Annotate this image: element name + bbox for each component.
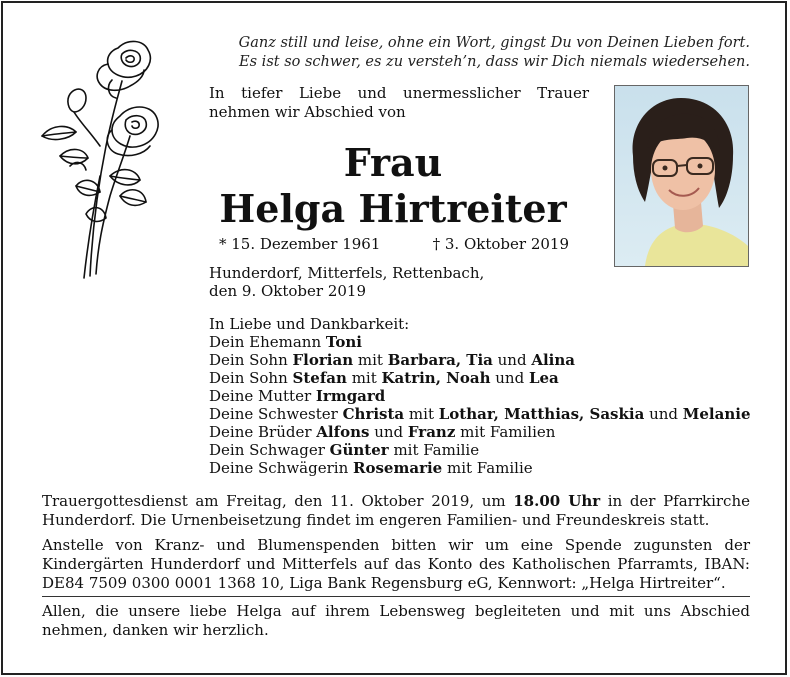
connector: mit Familien: [455, 423, 556, 441]
relative-name: Franz: [407, 423, 456, 441]
rose-icon: [40, 36, 164, 281]
relation: Deine Schwägerin: [209, 459, 354, 477]
service-time: 18.00 Uhr: [513, 492, 601, 510]
relation: Deine Schwester: [209, 405, 343, 423]
family-row: [209, 387, 769, 405]
connector: und: [492, 351, 532, 369]
birth-date: * 15. Dezember 1961: [219, 235, 381, 253]
poem-line-2: Es ist so schwer, es zu versteh’n, dass wir Dich niemals wiedersehen.: [239, 54, 750, 70]
relation: Dein Schwager: [209, 441, 330, 459]
relation: Deine Brüder: [209, 423, 317, 441]
relative-name: Lea: [528, 369, 559, 387]
family-row: [209, 351, 769, 369]
place-date: [209, 264, 589, 300]
connector: und: [644, 405, 683, 423]
divider: [42, 596, 750, 597]
family-row: [209, 423, 769, 441]
connector: mit: [353, 351, 388, 369]
connector: und: [369, 423, 408, 441]
title-salutation: Frau: [343, 140, 443, 185]
service-text-2: in der Pfarrkirche Hunderdorf. Die Urnenbeisetzung findet im engeren Familien- und Freundeskreis statt.: [42, 492, 750, 529]
connector: mit: [404, 405, 439, 423]
family-list: [209, 315, 769, 477]
intro-text: In tiefer Liebe und unermesslicher Trauer nehmen wir Abschied von: [209, 84, 589, 121]
relative-name: Florian: [292, 351, 354, 369]
poem-line-1: Ganz still und leise, ohne ein Wort, gingst Du von Deinen Lieben fort.: [238, 35, 750, 51]
relation: Deine Mutter: [209, 387, 316, 405]
relative-name: Christa: [342, 405, 405, 423]
family-row: [209, 459, 769, 477]
connector: und: [490, 369, 529, 387]
family-row: [209, 333, 769, 351]
date-line: den 9. Oktober 2019: [209, 282, 367, 300]
relative-name: Alfons: [316, 423, 370, 441]
relative-name: Toni: [325, 333, 362, 351]
connector: mit Familie: [388, 441, 480, 459]
relation: Dein Ehemann: [209, 333, 326, 351]
donation-info: Anstelle von Kranz- und Blumenspenden bitten wir um eine Spende zugunsten der Kindergärten Hunderdorf und Mitterfels auf das Konto des Katholischen Pfarramts, IBAN: DE84 7509 0300 0001 1368 10, Liga Bank Regensburg eG, Kennwort: „Helga Hirtreiter“.: [42, 536, 750, 592]
relative-name: Günter: [329, 441, 389, 459]
portrait-photo: [614, 85, 749, 267]
relative-name: Barbara, Tia: [387, 351, 493, 369]
family-row: [209, 405, 769, 423]
relative-name: Lothar, Matthias, Saskia: [438, 405, 645, 423]
poem: [210, 34, 750, 72]
family-heading: In Liebe und Dankbarkeit:: [209, 315, 410, 333]
relative-name: Irmgard: [315, 387, 386, 405]
relative-name: Alina: [531, 351, 576, 369]
relation: Dein Sohn: [209, 351, 293, 369]
thanks-text: Allen, die unsere liebe Helga auf ihrem Lebensweg begleiteten und mit uns Abschied nehmen, danken wir herzlich.: [42, 602, 750, 639]
relative-name: Rosemarie: [353, 459, 443, 477]
place-line: Hunderdorf, Mitterfels, Rettenbach,: [209, 264, 485, 282]
connector: mit: [346, 369, 382, 387]
family-row: [209, 441, 769, 459]
relation: Dein Sohn: [209, 369, 293, 387]
relative-name: Katrin, Noah: [381, 369, 491, 387]
relative-name: Stefan: [292, 369, 347, 387]
title-name: Helga Hirtreiter: [219, 186, 567, 231]
service-text: Trauergottesdienst am Freitag, den 11. Oktober 2019, um: [42, 492, 514, 510]
deceased-name: [209, 140, 577, 232]
relative-name: Melanie: [682, 405, 751, 423]
service-info: [42, 492, 750, 530]
connector: mit Familie: [442, 459, 533, 477]
family-row: [209, 369, 769, 387]
death-date: † 3. Oktober 2019: [432, 235, 569, 253]
